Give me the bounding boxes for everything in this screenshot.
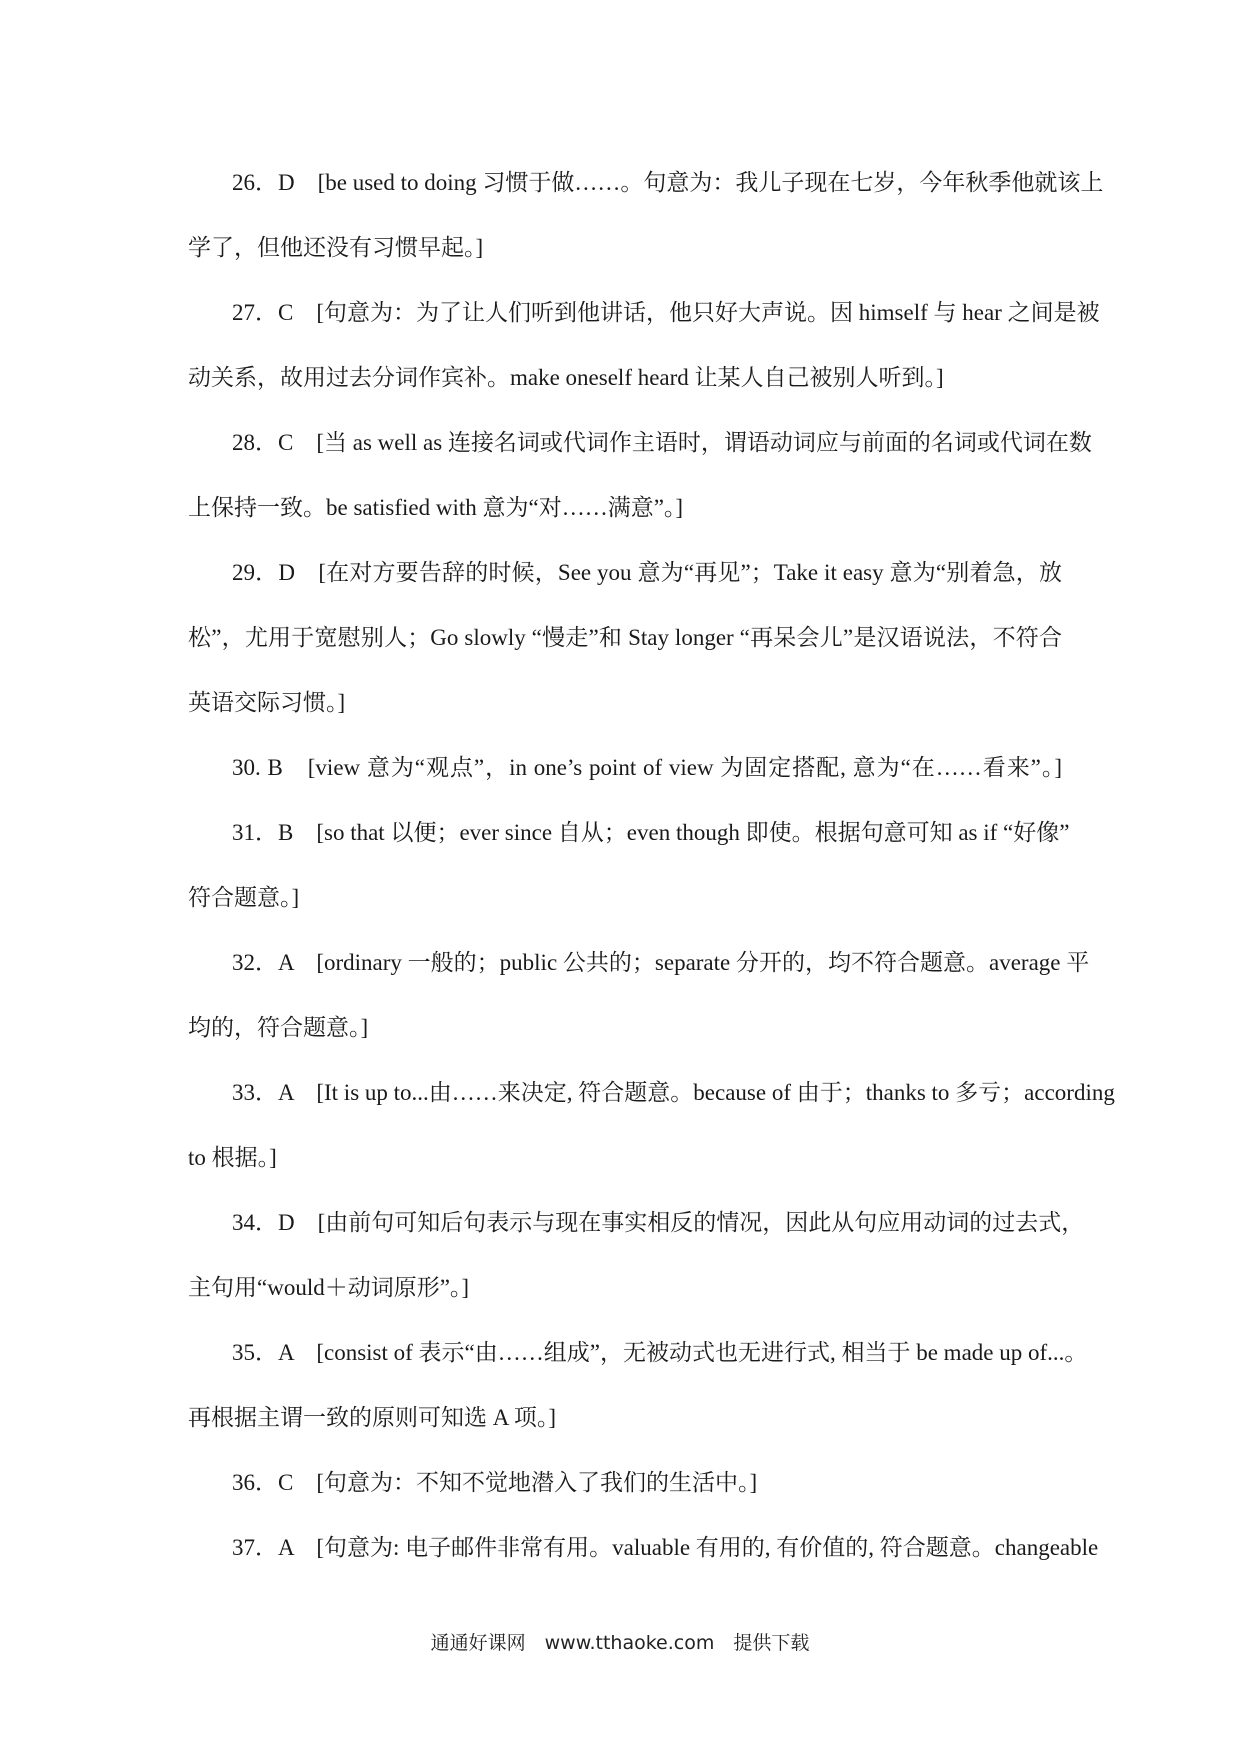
text-line: 再根据主谓一致的原则可知选 A 项。] (188, 1405, 556, 1430)
text-line: 动关系，故用过去分词作宾补。make oneself heard 让某人自己被别人听到。] (188, 365, 944, 390)
text-line: 28．C [当 as well as 连接名词或代词作主语时，谓语动词应与前面的名词或代词在数 (232, 430, 1092, 455)
text-line: 上保持一致。be satisfied with 意为“对……满意”。] (188, 495, 684, 520)
text-line: 32．A [ordinary 一般的；public 公共的；separate 分开的，均不符合题意。average 平 (232, 950, 1090, 975)
text-line: 31．B [so that 以便；ever since 自从；even though 即使。根据句意可知 as if “好像” (232, 820, 1070, 845)
text-line: 35．A [consist of 表示“由……组成”，无被动式也无进行式, 相当于 be made up of...。 (232, 1340, 1088, 1365)
text-line: 34．D [由前句可知后句表示与现在事实相反的情况，因此从句应用动词的过去式， (232, 1210, 1085, 1235)
text-line: 松”，尤用于宽慰别人；Go slowly “慢走”和 Stay longer “再呆会儿”是汉语说法，不符合 (188, 625, 1062, 650)
text-line: 主句用“would＋动词原形”。] (188, 1275, 470, 1300)
text-line: 符合题意。] (188, 885, 300, 910)
text-line: 37．A [句意为: 电子邮件非常有用。valuable 有用的, 有价值的, 符合题意。changeable (232, 1535, 1099, 1560)
page-footer: 通通好课网 www.tthaoke.com 提供下载 (430, 1632, 810, 1654)
text-line: 36．C [句意为：不知不觉地潜入了我们的生活中。] (232, 1470, 758, 1495)
text-line: 30. B [view 意为“观点”，in one’s point of view 为固定搭配, 意为“在……看来”。] (232, 755, 1062, 780)
text-line: 学了，但他还没有习惯早起。] (188, 235, 484, 260)
document-body (188, 158, 1115, 1588)
text-line: 26．D [be used to doing 习惯于做……。句意为：我儿子现在七岁，今年秋季他就该上 (232, 170, 1104, 195)
text-line: 均的，符合题意。] (188, 1015, 369, 1040)
text-line: 29．D [在对方要告辞的时候，See you 意为“再见”；Take it easy 意为“别着急，放 (232, 560, 1062, 585)
text-line: 27．C [句意为：为了让人们听到他讲话，他只好大声说。因 himself 与 hear 之间是被 (232, 300, 1100, 325)
text-line: to 根据。] (188, 1145, 277, 1170)
text-line: 33．A [It is up to...由……来决定, 符合题意。because of 由于；thanks to 多亏；according (232, 1080, 1115, 1105)
text-line: 英语交际习惯。] (188, 690, 346, 715)
